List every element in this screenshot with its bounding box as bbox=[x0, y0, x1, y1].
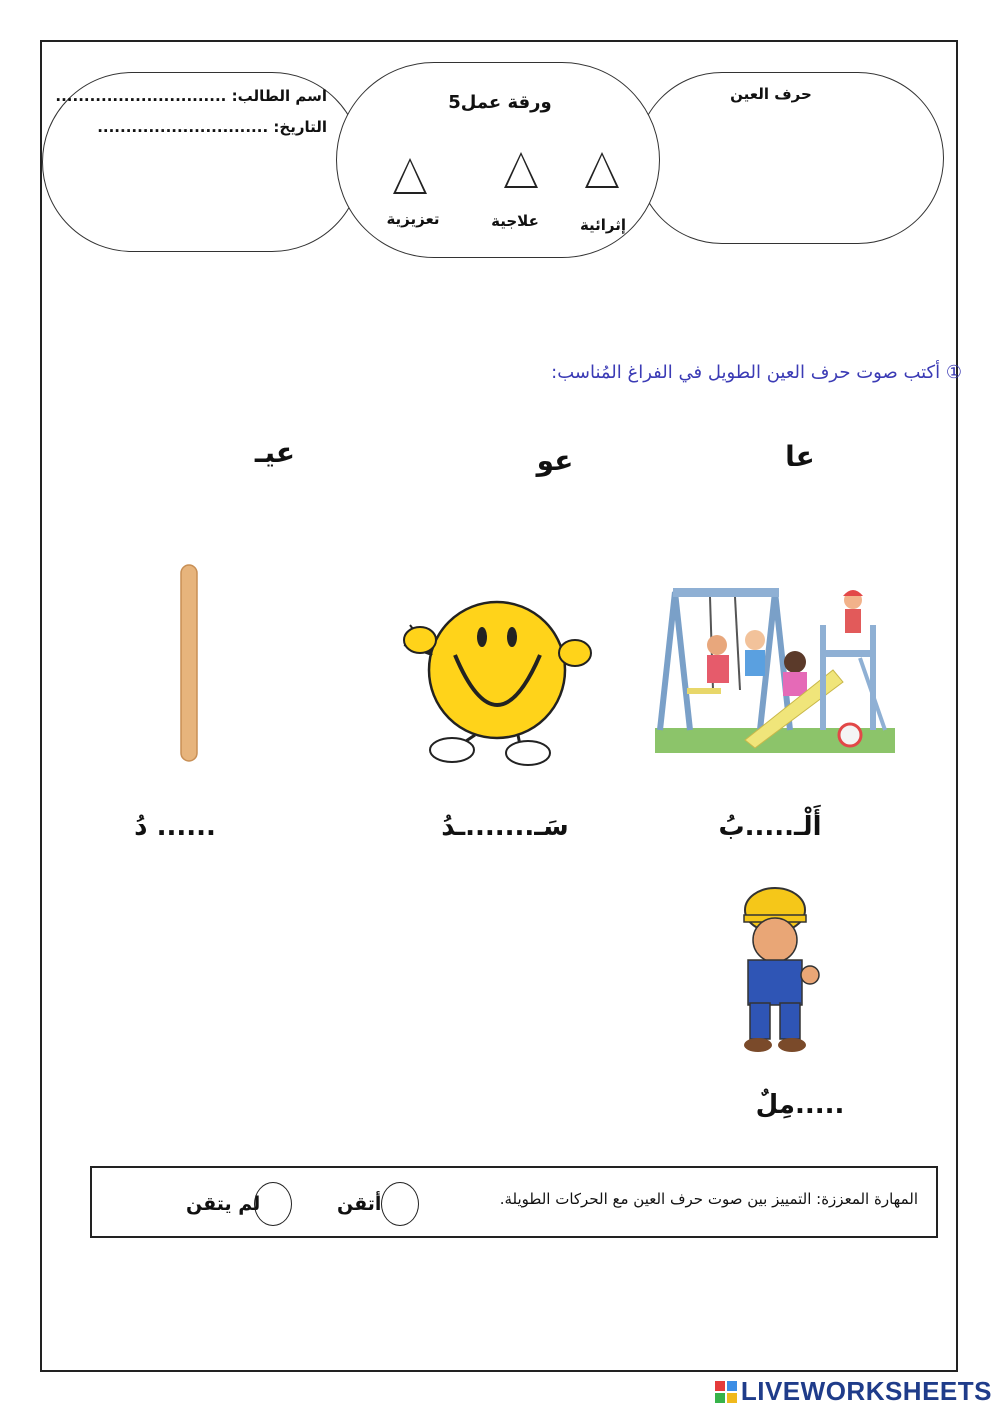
syllable-aa: عا bbox=[785, 440, 815, 473]
skill-evaluation-box bbox=[90, 1166, 938, 1238]
exercise-instruction-line bbox=[551, 362, 962, 383]
level-enrichment: إثرائية bbox=[579, 216, 627, 234]
mastered-option[interactable] bbox=[337, 1182, 419, 1226]
syllable-oo: عو bbox=[536, 444, 574, 477]
syllable-ee: عيـ bbox=[254, 436, 296, 469]
skill-text: المهارة المعززة: التمييز بين صوت حرف العين مع الحركات الطويلة. bbox=[499, 1190, 918, 1208]
not-mastered-label: لم يتقن bbox=[186, 1193, 261, 1215]
student-name-line[interactable] bbox=[55, 87, 327, 105]
date-field[interactable]: .............................. bbox=[97, 118, 269, 136]
word-blank-2[interactable]: سَـ.......ـدُ bbox=[441, 812, 569, 842]
exercise-number-icon: ① bbox=[945, 362, 962, 383]
word-blank-1[interactable]: أَلْـ.....بُ bbox=[718, 812, 822, 842]
word-blank-3[interactable]: ...... دُ bbox=[134, 812, 216, 842]
level-remedial: علاجية bbox=[491, 212, 539, 230]
triangle-icon[interactable] bbox=[585, 152, 619, 188]
wooden-stick-image bbox=[178, 563, 200, 763]
mastered-circle[interactable] bbox=[381, 1182, 419, 1226]
smiley-character-image bbox=[400, 585, 595, 770]
level-reinforcement: تعزيزية bbox=[386, 210, 440, 228]
triangle-icon[interactable] bbox=[504, 152, 538, 188]
word-blank-4[interactable]: .....مِلٌ bbox=[755, 1090, 845, 1120]
worker-image bbox=[730, 885, 825, 1055]
playground-image bbox=[655, 580, 895, 755]
liveworksheets-brand[interactable]: LIVEWORKSHEETS bbox=[740, 1376, 992, 1406]
exercise-instruction: أكتب صوت حرف العين الطويل في الفراغ المُناسب: bbox=[551, 362, 941, 383]
topic-title: حرف العين bbox=[730, 85, 812, 103]
student-name-label: اسم الطالب: bbox=[231, 87, 327, 105]
date-line[interactable] bbox=[97, 118, 327, 136]
date-label: التاريخ: bbox=[273, 118, 327, 136]
liveworksheets-footer bbox=[714, 1376, 992, 1407]
student-name-field[interactable]: .............................. bbox=[55, 87, 227, 105]
worksheet-title: ورقة عمل5 bbox=[448, 92, 552, 113]
mastered-label: أتقن bbox=[337, 1193, 382, 1215]
liveworksheets-logo-icon bbox=[714, 1380, 738, 1404]
not-mastered-circle[interactable] bbox=[254, 1182, 292, 1226]
triangle-icon[interactable] bbox=[393, 158, 427, 194]
not-mastered-option[interactable] bbox=[186, 1182, 292, 1226]
